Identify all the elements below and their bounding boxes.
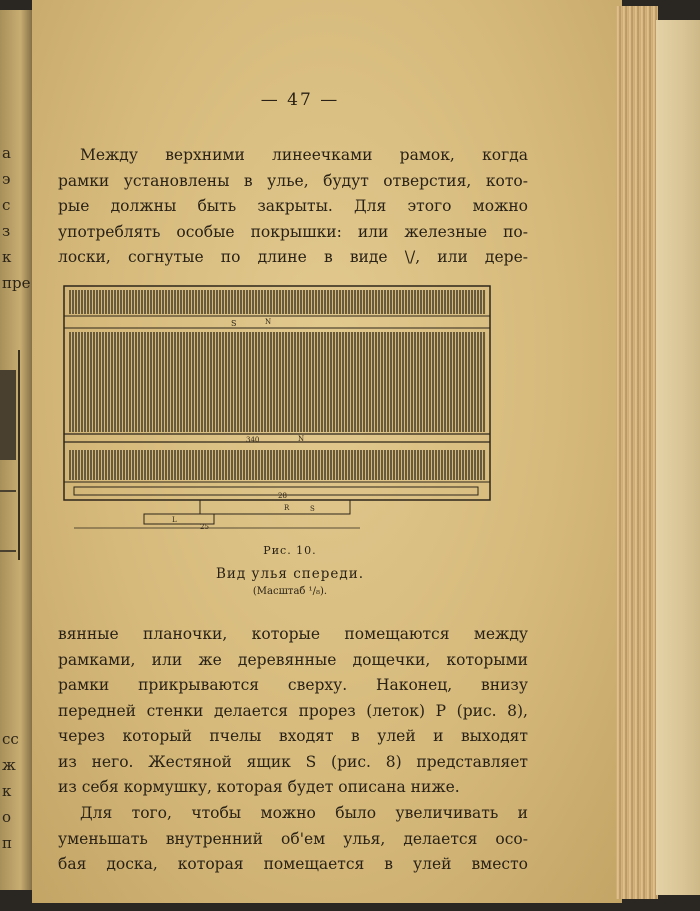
label-r: R [284,504,290,512]
text-line: Между верхними линеечками рамок, когда [80,146,528,164]
paragraph-top [58,143,528,271]
text-line: лоски, согнутые по длине в виде \/, или дере- [58,248,528,266]
figure-title: Вид улья спереди. [216,566,364,582]
left-page-text: к [2,782,12,800]
text-line: рамками, или же деревянные дощечки, которыми [58,650,528,669]
label-28: 28 [278,492,287,500]
text-line: рамки прикрываются сверху. Наконец, внизу [58,676,528,694]
label-n-mid: N [298,435,305,443]
text-line: из себя кормушку, которая будет описана ниже. [58,778,460,796]
page-number: — 47 — [260,90,340,110]
text-line: рые должны быть закрыты. Для этого можно [58,197,528,215]
top-board [68,290,486,314]
left-page-text: a [2,144,11,162]
frames-body [68,332,486,432]
label-340: 340 [246,436,260,444]
text-line: из него. Жестяной ящик S (рис. 8) представляет [58,752,528,771]
text-line: рамки установлены в улье, будут отверстия, кото- [58,171,528,190]
text-line: Для того, чтобы можно было увеличивать и [80,804,528,822]
text-line: употреблять особые покрышки: или железные по- [58,222,528,241]
left-page-text: c [2,196,11,214]
left-page-text: о [2,808,12,826]
label-l: L [172,516,177,524]
bottom-board [68,450,486,480]
left-page-text: пре [2,274,31,292]
left-page-text: э [2,170,11,188]
left-page-figure [0,350,20,560]
label-s-bottom: S [310,505,315,513]
text-line: передней стенки делается прорез (леток) Р (рис. 8), [58,701,528,720]
left-page-text: п [2,834,12,852]
text-line: через который пчелы входят в улей и выходят [58,727,528,745]
label-s: S [231,319,237,328]
hive-diagram [60,282,500,532]
left-page-text: ж [2,756,16,774]
left-page-text: к [2,248,12,266]
text-line: уменьшать внутренний об'ем улья, делается осо- [58,829,528,848]
paragraph-next [58,801,528,878]
text-line: вянные планочки, которые помещаются между [58,625,528,643]
paragraph-bottom [58,622,528,801]
label-25: 25 [200,523,209,531]
figure-number: Рис. 10. [263,544,317,557]
text-line: бая доска, которая помещается в улей вместо [58,855,528,873]
left-page-text: сс [2,730,19,748]
left-page-fragment [0,10,34,890]
left-page-text: з [2,222,11,240]
book-cover-edge [656,20,700,895]
page-edges [616,6,658,899]
hive-front-figure [60,282,500,532]
label-n-top: N [265,318,272,326]
figure-scale: (Масштаб ¹/₈). [252,586,328,597]
